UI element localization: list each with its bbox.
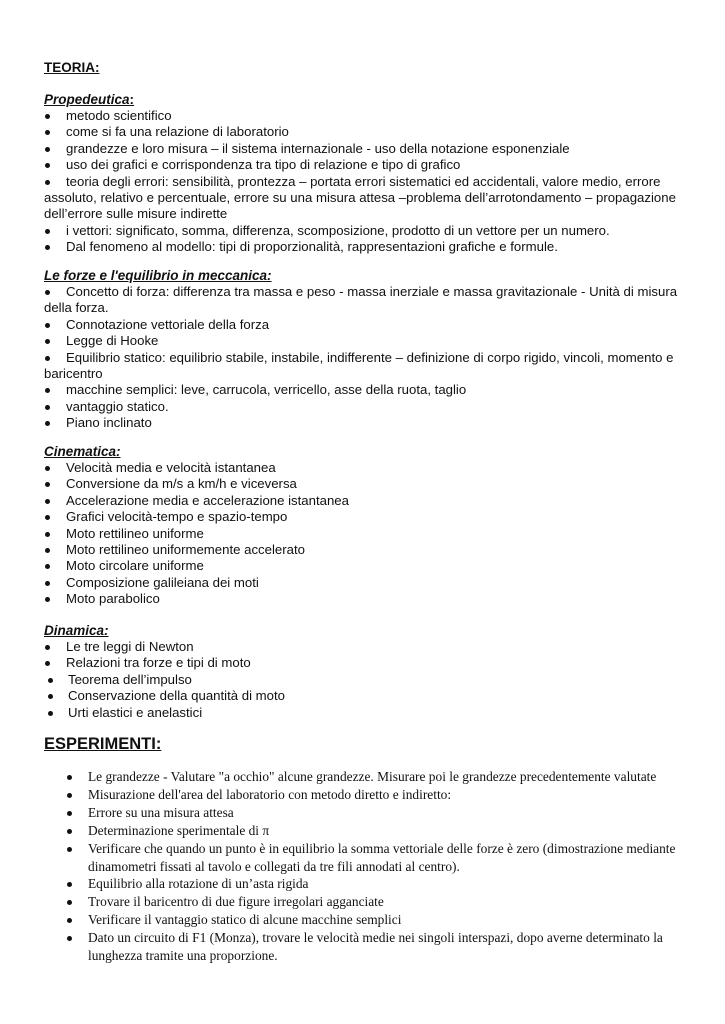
list-item: Trovare il baricentro di due figure irregolari agganciate <box>66 893 681 911</box>
list-item: Verificare il vantaggio statico di alcune macchine semplici <box>66 911 681 929</box>
list-item: i vettori: significato, somma, differenza, scomposizione, prodotto di un vettore per un numero. <box>44 223 684 239</box>
dinamica-list <box>44 639 684 721</box>
teoria-heading: TEORIA: <box>44 60 100 75</box>
section-title-forze: Le forze e l'equilibrio in meccanica: <box>44 268 272 283</box>
list-item: vantaggio statico. <box>44 399 684 415</box>
list-item: Determinazione sperimentale di π <box>66 822 681 840</box>
esperimenti-heading: ESPERIMENTI: <box>44 735 162 753</box>
list-item: Moto circolare uniforme <box>44 558 684 574</box>
list-item: Dal fenomeno al modello: tipi di proporzionalità, rappresentazioni grafiche e formule. <box>44 239 684 255</box>
list-item: Misurazione dell'area del laboratorio con metodo diretto e indiretto: <box>66 786 681 804</box>
section-title-dinamica: Dinamica: <box>44 623 109 638</box>
list-item: Moto rettilineo uniformemente accelerato <box>44 542 684 558</box>
list-item: uso dei grafici e corrispondenza tra tipo di relazione e tipo di grafico <box>44 157 684 173</box>
list-item: Grafici velocità-tempo e spazio-tempo <box>44 509 684 525</box>
list-item: Moto rettilineo uniforme <box>44 526 684 542</box>
list-item: come si fa una relazione di laboratorio <box>44 124 684 140</box>
propedeutica-title-text: Propedeutica <box>44 92 130 107</box>
list-item: teoria degli errori: sensibilità, prontezza – portata errori sistematici ed accidentali, valore medio, errore assoluto, relativo e percentuale, errore su una misura attesa –problema dell’arrotondamento – propagazione dell’errore sulle misure indirette <box>44 174 684 223</box>
list-item: Moto parabolico <box>44 591 684 607</box>
list-item: Piano inclinato <box>44 415 684 431</box>
list-item: Relazioni tra forze e tipi di moto <box>44 655 684 671</box>
list-item: grandezze e loro misura – il sistema internazionale - uso della notazione esponenziale <box>44 141 684 157</box>
list-item: Teorema dell’impulso <box>44 672 684 688</box>
section-title-cinematica: Cinematica: <box>44 444 121 459</box>
list-item: Errore su una misura attesa <box>66 804 681 822</box>
list-item: Legge di Hooke <box>44 333 684 349</box>
list-item: Urti elastici e anelastici <box>44 705 684 721</box>
list-item: Conversione da m/s a km/h e viceversa <box>44 476 684 492</box>
list-item: Le grandezze - Valutare "a occhio" alcune grandezze. Misurare poi le grandezze precedentemente valutate <box>66 768 681 786</box>
list-item: Equilibrio statico: equilibrio stabile, instabile, indifferente – definizione di corpo rigido, vincoli, momento e baricentro <box>44 350 684 383</box>
list-item: Conservazione della quantità di moto <box>44 688 684 704</box>
list-item: Composizione galileiana dei moti <box>44 575 684 591</box>
list-item: Equilibrio alla rotazione di un’asta rigida <box>66 875 681 893</box>
section-title-propedeutica <box>44 92 134 107</box>
list-item: Connotazione vettoriale della forza <box>44 317 684 333</box>
list-item: Accelerazione media e accelerazione istantanea <box>44 493 684 509</box>
list-item: Velocità media e velocità istantanea <box>44 460 684 476</box>
propedeutica-list <box>44 108 684 256</box>
list-item: macchine semplici: leve, carrucola, verricello, asse della ruota, taglio <box>44 382 684 398</box>
propedeutica-title-colon: : <box>129 92 135 107</box>
list-item: metodo scientifico <box>44 108 684 124</box>
esperimenti-list <box>66 768 681 965</box>
list-item: Dato un circuito di F1 (Monza), trovare le velocità medie nei singoli interspazi, dopo averne determinato la lunghezza tramite una proporzione. <box>66 929 681 965</box>
forze-list <box>44 284 684 432</box>
list-item: Concetto di forza: differenza tra massa e peso - massa inerziale e massa gravitazionale - Unità di misura della forza. <box>44 284 684 317</box>
cinematica-list <box>44 460 684 608</box>
list-item: Le tre leggi di Newton <box>44 639 684 655</box>
list-item: Verificare che quando un punto è in equilibrio la somma vettoriale delle forze è zero (dimostrazione mediante dinamometri fissati al tavolo e collegati da tre fili annodati al centro). <box>66 840 681 876</box>
